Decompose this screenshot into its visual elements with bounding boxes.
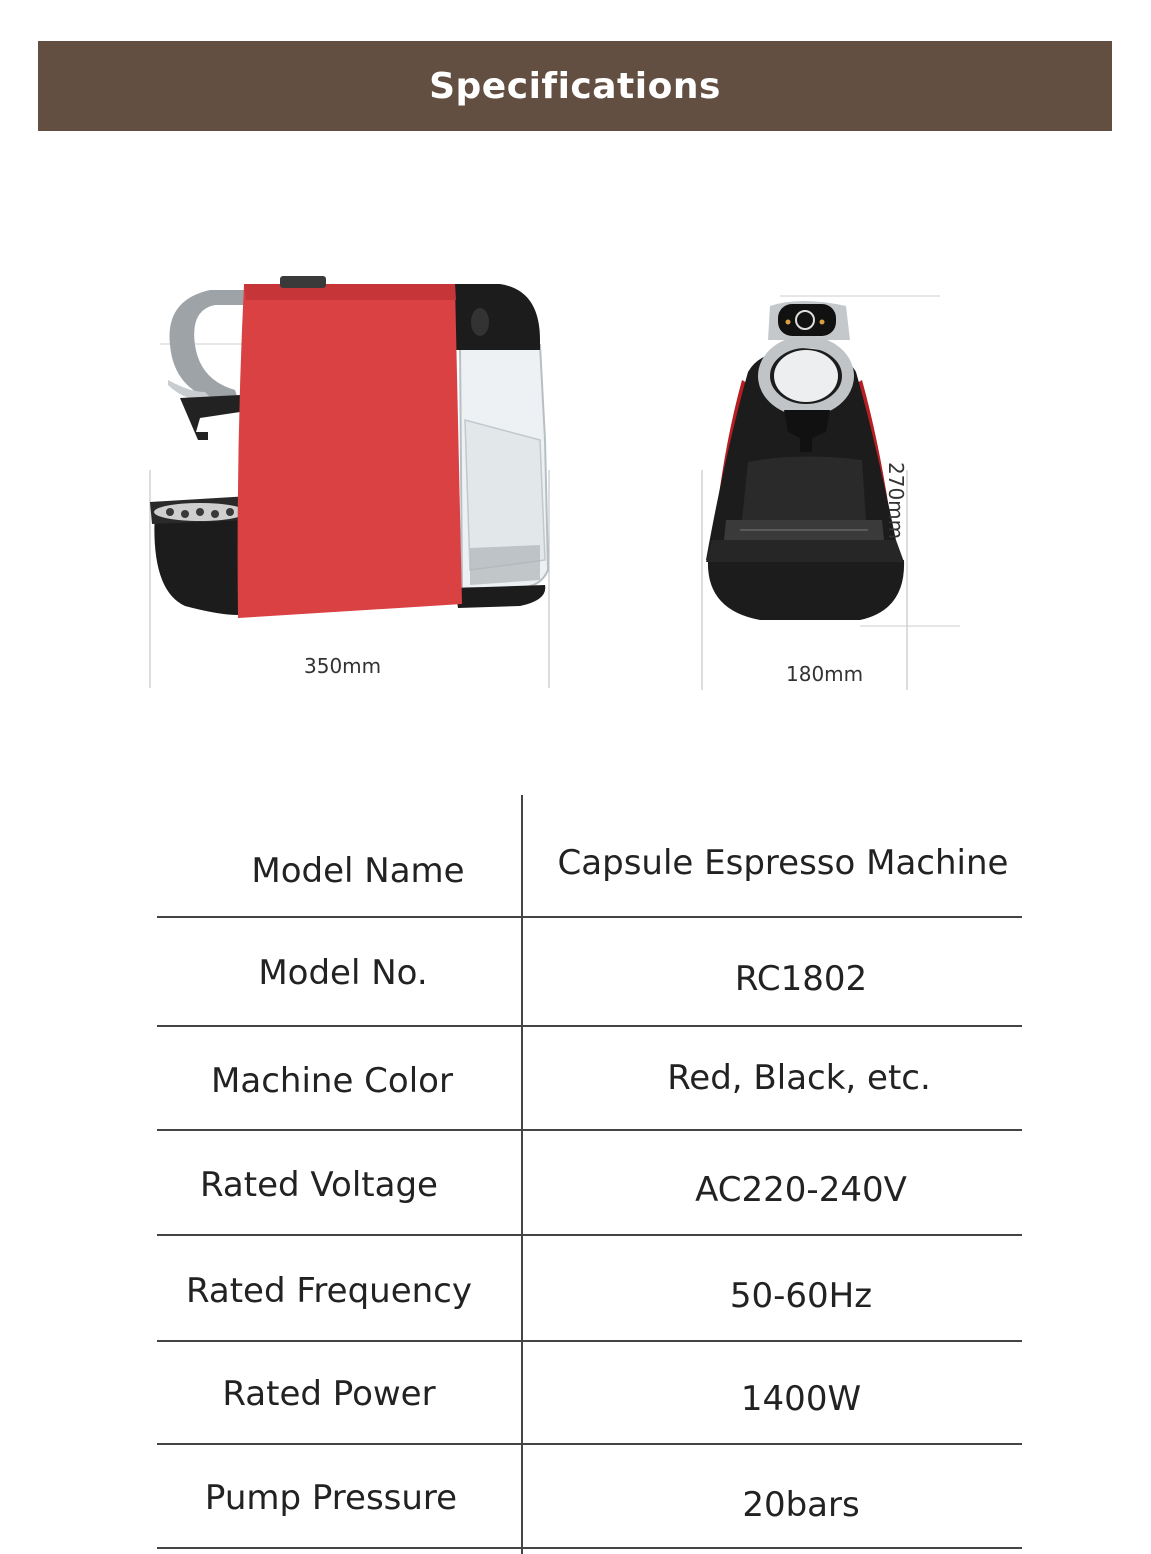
- spec-label-rated-power: Rated Power: [222, 1374, 436, 1414]
- spec-label-model-no: Model No.: [258, 953, 428, 993]
- height-dimension: 270mm: [884, 462, 908, 540]
- spec-label-rated-frequency: Rated Frequency: [186, 1271, 472, 1311]
- table-row-divider: [157, 916, 1022, 918]
- width-dimension: 350mm: [304, 654, 382, 678]
- specs-table: [157, 795, 1022, 1554]
- spec-label-pump-pressure: Pump Pressure: [204, 1478, 458, 1518]
- machine-side-view: [150, 276, 549, 688]
- table-row-divider: [157, 1443, 1022, 1445]
- table-row-divider: [157, 1025, 1022, 1027]
- machine-front-view: [702, 296, 960, 690]
- header-banner: [38, 41, 1112, 131]
- spec-label-rated-voltage: Rated Voltage: [200, 1165, 438, 1205]
- spec-value-machine-color: Red, Black, etc.: [667, 1058, 931, 1098]
- spec-label-machine-color: Machine Color: [211, 1061, 453, 1101]
- product-images: [0, 140, 1151, 760]
- table-row-divider: [157, 1547, 1022, 1549]
- spec-value-model-no: RC1802: [734, 959, 868, 999]
- table-row-divider: [157, 1340, 1022, 1342]
- table-divider: [521, 795, 523, 1554]
- spec-value-pump-pressure: 20bars: [742, 1485, 860, 1525]
- spec-value-rated-power: 1400W: [740, 1379, 862, 1419]
- spec-value-model-name: Capsule Espresso Machine: [557, 843, 1009, 883]
- table-row-divider: [157, 1129, 1022, 1131]
- spec-value-rated-voltage: AC220-240V: [695, 1170, 907, 1210]
- table-row-divider: [157, 1234, 1022, 1236]
- spec-value-rated-frequency: 50-60Hz: [729, 1276, 873, 1316]
- depth-dimension: 180mm: [786, 662, 864, 686]
- page-title: Specifications: [429, 65, 721, 107]
- spec-label-model-name: Model Name: [251, 851, 465, 891]
